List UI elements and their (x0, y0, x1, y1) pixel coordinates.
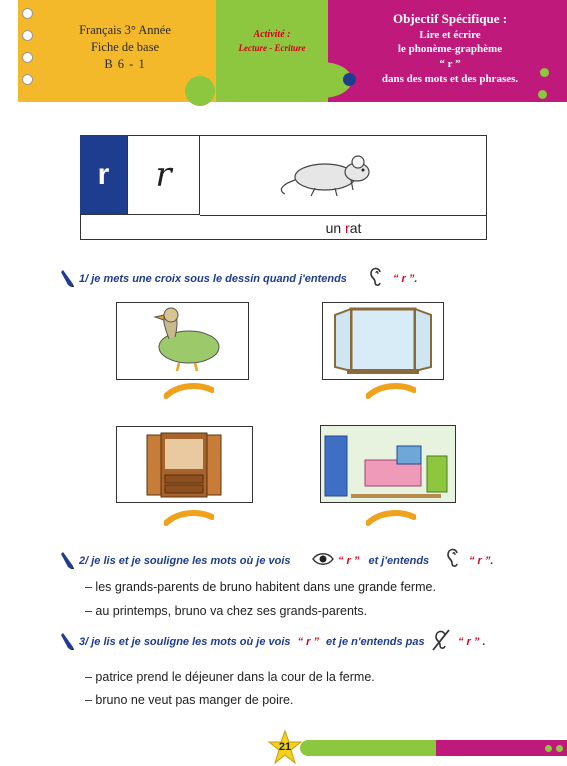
exercise2-sentence: – au printemps, bruno va chez ses grands-parents. (85, 604, 368, 618)
footer-green-bar (300, 740, 436, 756)
instruction-text: 2/ je lis et je souligne les mots où je vois (79, 555, 291, 567)
duck-icon (117, 303, 248, 379)
ear-icon (368, 266, 384, 288)
objective-title: Objectif Spécifique : (392, 11, 508, 26)
pencil-icon (60, 631, 76, 651)
instruction-text: 1/ je mets une croix sous le dessin quand j'entends (79, 273, 347, 285)
exercise1-instruction (79, 273, 347, 285)
header-decor-dot (538, 90, 547, 99)
pencil-icon (60, 268, 76, 288)
mouse-icon (275, 150, 385, 200)
crossed-ear-icon (431, 628, 451, 652)
word-part: at (349, 220, 362, 236)
exercise2-sound (469, 555, 493, 567)
activity-info (218, 28, 326, 54)
pencil-icon (60, 550, 76, 570)
binder-ring (22, 30, 33, 41)
exercise2-instruction (79, 555, 291, 567)
punctuation: . (414, 273, 418, 285)
sound-label: “ r ” (469, 555, 491, 567)
objective-line: dans des mots et des phrases. (381, 73, 519, 86)
footer-decor-dot (545, 745, 552, 752)
course-sheet: Fiche de base (90, 39, 160, 54)
sound-label: “ r ” (338, 555, 360, 567)
exercise3-instruction (79, 636, 425, 648)
objective-line: Lire et écrire (419, 28, 481, 41)
window-icon (323, 303, 443, 379)
script-letter: r (128, 135, 200, 215)
objective-line: “ r ” (439, 58, 461, 71)
instruction-text: et j'entends (368, 555, 430, 567)
picture-window (322, 302, 444, 380)
course-code: B 6 - 1 (104, 56, 146, 71)
header-decor-dot (185, 76, 215, 106)
example-word (200, 215, 487, 240)
exercise3-sentence: – patrice prend le déjeuner dans la cour de la ferme. (85, 670, 375, 684)
sound-label: “ r ” (458, 636, 480, 648)
picture-wardrobe (116, 426, 253, 503)
punctuation: . (490, 555, 494, 567)
binder-ring (22, 52, 33, 63)
word-highlight: r (345, 220, 350, 236)
binder-ring (22, 8, 33, 19)
exercise3-sentence: – bruno ne veut pas manger de poire. (85, 693, 294, 707)
picture-duck (116, 302, 249, 380)
print-letter: r (80, 135, 128, 215)
word-part: un (325, 220, 346, 236)
exercise3-sound (458, 636, 486, 648)
bedroom-icon (321, 426, 455, 502)
objective-line: le phonème-graphème (397, 43, 503, 56)
sound-label: “ r ” (393, 273, 415, 285)
answer-mark (366, 509, 416, 529)
instruction-text: 3/ je lis et je souligne les mots où je vois (79, 636, 291, 648)
objective-info (335, 10, 565, 87)
course-info (40, 22, 210, 73)
picture-bedroom (320, 425, 456, 503)
footer-decor-dot (556, 745, 563, 752)
sound-label: “ r ” (297, 636, 319, 648)
exercise2-sentence: – les grands-parents de bruno habitent dans une grande ferme. (85, 580, 436, 594)
answer-mark (164, 382, 214, 402)
answer-mark (366, 382, 416, 402)
exercise2-middle (338, 555, 429, 567)
activity-label: Activité : (253, 29, 291, 40)
answer-mark (164, 509, 214, 529)
instruction-text: et je n'entends pas (326, 636, 425, 648)
page-number: 21 (278, 741, 292, 753)
ear-icon (445, 547, 461, 569)
exercise1-sound (393, 273, 417, 285)
wardrobe-icon (117, 427, 252, 502)
course-level: Français 3° Année (79, 23, 171, 37)
eye-icon (312, 552, 334, 566)
divider (80, 214, 200, 215)
punctuation: . (482, 636, 486, 648)
activity-value: Lecture - Ecriture (238, 42, 306, 53)
binder-ring (22, 74, 33, 85)
